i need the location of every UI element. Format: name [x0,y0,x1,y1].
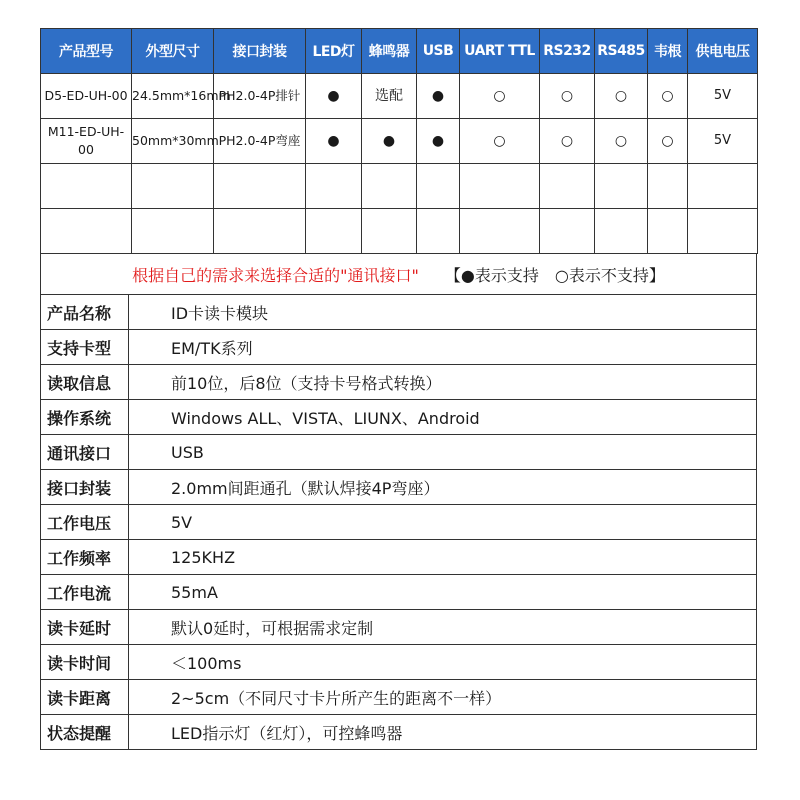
cell-rs485: ○ [595,119,648,164]
cell-buzzer: 选配 [362,74,417,119]
product-spec-sheet [40,28,757,750]
table-row [41,119,758,164]
cell-wiegand: ○ [648,74,688,119]
cell-uart: ○ [460,74,540,119]
spec-row [41,435,757,470]
spec-value: ID卡读卡模块 [129,295,757,330]
header-package: 接口封装 [214,29,306,74]
cell-led: ● [306,119,362,164]
spec-label: 通讯接口 [41,435,129,470]
header-usb: USB [417,29,460,74]
spec-row [41,680,757,715]
empty-cell [595,209,648,254]
empty-table-row [41,209,758,254]
empty-cell [595,164,648,209]
header-size: 外型尺寸 [132,29,214,74]
empty-table-row [41,164,758,209]
cell-rs485: ○ [595,74,648,119]
cell-rs232: ○ [540,119,595,164]
spec-row [41,540,757,575]
cell-model: D5-ED-UH-00 [41,74,132,119]
header-uart: UART TTL [460,29,540,74]
spec-row [41,715,757,750]
cell-package: PH2.0-4P弯座 [214,119,306,164]
spec-label: 支持卡型 [41,330,129,365]
empty-cell [132,209,214,254]
comparison-header-row [41,29,758,74]
spec-row [41,400,757,435]
spec-label: 读卡距离 [41,680,129,715]
spec-value: 2.0mm间距通孔（默认焊接4P弯座） [129,470,757,505]
empty-cell [306,164,362,209]
header-voltage: 供电电压 [688,29,758,74]
empty-cell [688,164,758,209]
cell-model: M11-ED-UH-00 [41,119,132,164]
spec-label: 读卡时间 [41,645,129,680]
spec-label: 操作系统 [41,400,129,435]
spec-row [41,575,757,610]
empty-cell [417,164,460,209]
header-rs485: RS485 [595,29,648,74]
spec-value: 125KHZ [129,540,757,575]
empty-cell [362,209,417,254]
cell-rs232: ○ [540,74,595,119]
spec-label: 工作频率 [41,540,129,575]
spec-table [40,295,757,750]
empty-cell [41,164,132,209]
header-led: LED灯 [306,29,362,74]
model-comparison-table [40,28,758,254]
empty-cell [648,164,688,209]
spec-label: 读取信息 [41,365,129,400]
cell-package: PH2.0-4P排针 [214,74,306,119]
empty-cell [417,209,460,254]
empty-cell [306,209,362,254]
spec-label: 工作电流 [41,575,129,610]
table-row [41,74,758,119]
spec-value: EM/TK系列 [129,330,757,365]
cell-voltage: 5V [688,74,758,119]
notice-legend: 【●表示支持 ○表示不支持】 [444,265,665,285]
spec-value: 2~5cm（不同尺寸卡片所产生的距离不一样） [129,680,757,715]
spec-label: 读卡延时 [41,610,129,645]
spec-label: 产品名称 [41,295,129,330]
spec-value: 55mA [129,575,757,610]
header-model: 产品型号 [41,29,132,74]
header-wiegand: 韦根 [648,29,688,74]
cell-uart: ○ [460,119,540,164]
empty-cell [540,209,595,254]
spec-label: 状态提醒 [41,715,129,750]
cell-usb: ● [417,74,460,119]
cell-size: 24.5mm*16mm [132,74,214,119]
spec-value: 前10位，后8位（支持卡号格式转换） [129,365,757,400]
cell-buzzer: ● [362,119,417,164]
spec-row [41,295,757,330]
spec-row [41,645,757,680]
cell-wiegand: ○ [648,119,688,164]
spec-value: 5V [129,505,757,540]
empty-cell [362,164,417,209]
spec-label: 接口封装 [41,470,129,505]
cell-voltage: 5V [688,119,758,164]
empty-cell [214,209,306,254]
empty-cell [41,209,132,254]
header-rs232: RS232 [540,29,595,74]
spec-row [41,365,757,400]
spec-value: LED指示灯（红灯），可控蜂鸣器 [129,715,757,750]
cell-size: 50mm*30mm [132,119,214,164]
spec-row [41,470,757,505]
empty-cell [214,164,306,209]
notice-text: 根据自己的需求来选择合适的"通讯接口" [132,265,419,285]
cell-led: ● [306,74,362,119]
spec-value: 默认0延时，可根据需求定制 [129,610,757,645]
empty-cell [460,209,540,254]
spec-value: Windows ALL、VISTA、LIUNX、Android [129,400,757,435]
empty-cell [648,209,688,254]
empty-cell [460,164,540,209]
empty-cell [132,164,214,209]
cell-usb: ● [417,119,460,164]
interface-notice [40,254,757,295]
spec-row [41,505,757,540]
header-buzzer: 蜂鸣器 [362,29,417,74]
spec-row [41,330,757,365]
spec-label: 工作电压 [41,505,129,540]
spec-value: ＜100ms [129,645,757,680]
empty-cell [688,209,758,254]
spec-value: USB [129,435,757,470]
spec-row [41,610,757,645]
empty-cell [540,164,595,209]
